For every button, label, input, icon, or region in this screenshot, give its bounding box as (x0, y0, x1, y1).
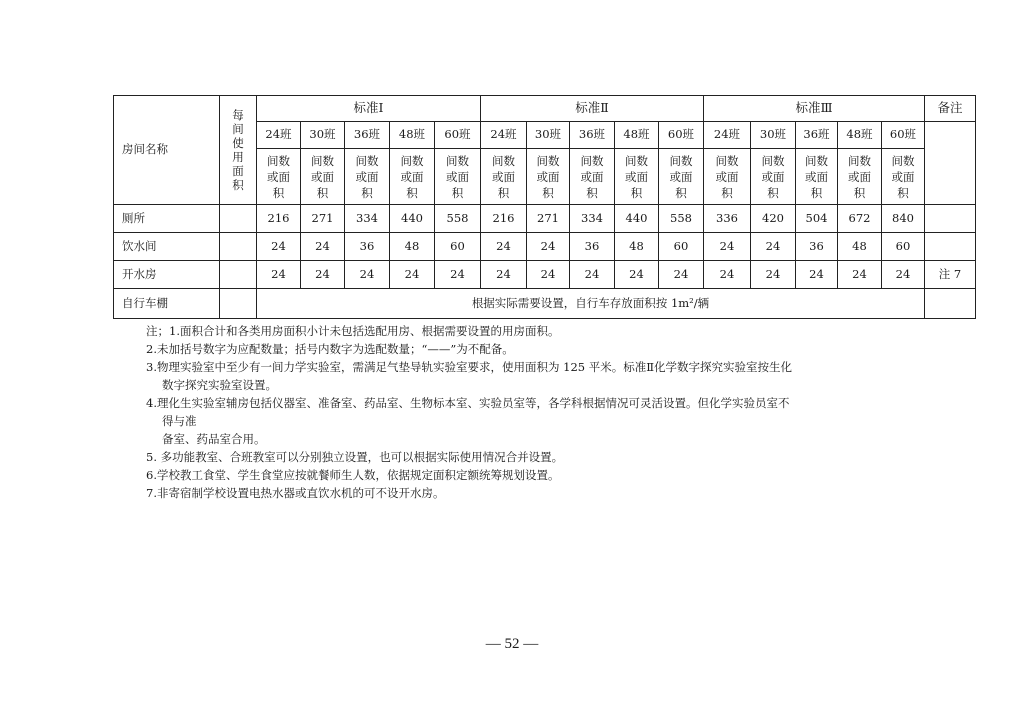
table-row (114, 205, 976, 233)
class-size-header: 60班 (882, 122, 925, 149)
note-line: 7.非寄宿制学校设置电热水器或直饮水机的可不设开水房。 (146, 486, 445, 500)
class-size-header: 30班 (751, 122, 796, 149)
value-cell: 36 (570, 233, 615, 261)
value-cell: 24 (345, 261, 390, 289)
remarks-header: 备注 (925, 96, 976, 122)
count-or-area-subheader: 间数或面积 (481, 149, 527, 205)
value-cell: 271 (527, 205, 570, 233)
value-cell: 334 (345, 205, 390, 233)
value-cell: 24 (481, 261, 527, 289)
bike-shed-merged-cell: 根据实际需要设置，自行车存放面积按 1m²/辆 (257, 289, 925, 319)
count-or-area-subheader: 间数或面积 (345, 149, 390, 205)
class-size-header: 36班 (796, 122, 838, 149)
value-cell: 216 (481, 205, 527, 233)
room-area-table (113, 95, 976, 319)
value-cell: 48 (838, 233, 882, 261)
page-number: — 52 — (485, 636, 539, 652)
per-room-area-cell (220, 233, 257, 261)
value-cell: 24 (659, 261, 704, 289)
value-cell: 48 (390, 233, 435, 261)
count-or-area-subheader: 间数或面积 (615, 149, 659, 205)
value-cell: 504 (796, 205, 838, 233)
count-or-area-subheader: 间数或面积 (435, 149, 481, 205)
table-row (114, 233, 976, 261)
value-cell: 24 (796, 261, 838, 289)
value-cell: 440 (615, 205, 659, 233)
value-cell: 24 (882, 261, 925, 289)
note-line: 3.物理实验室中至少有一间力学实验室，需满足气垫导轨实验室要求，使用面积为 125 平米。标准Ⅱ化学数字探究实验室按生化 (146, 360, 793, 374)
value-cell: 24 (301, 233, 345, 261)
value-cell: 60 (882, 233, 925, 261)
note-line: 数字探究实验室设置。 (162, 378, 277, 392)
value-cell: 840 (882, 205, 925, 233)
room-name-header: 房间名称 (114, 96, 220, 205)
standard-1-header: 标准Ⅰ (257, 96, 481, 122)
per-room-area-cell (220, 261, 257, 289)
value-cell: 271 (301, 205, 345, 233)
value-cell: 440 (390, 205, 435, 233)
remark-cell (925, 233, 976, 261)
value-cell: 24 (615, 261, 659, 289)
bike-shed-area-cell (220, 289, 257, 319)
standard-2-header: 标准Ⅱ (481, 96, 704, 122)
count-or-area-subheader: 间数或面积 (659, 149, 704, 205)
standard-3-header: 标准Ⅲ (704, 96, 925, 122)
count-or-area-subheader: 间数或面积 (882, 149, 925, 205)
value-cell: 36 (345, 233, 390, 261)
class-size-header: 24班 (481, 122, 527, 149)
row-label: 厕所 (114, 205, 220, 233)
note-line: 注；1.面积合计和各类用房面积小计未包括选配用房、根据需要设置的用房面积。 (146, 324, 560, 338)
table-row (114, 261, 976, 289)
value-cell: 24 (527, 233, 570, 261)
per-room-area-cell (220, 205, 257, 233)
class-size-header: 24班 (257, 122, 301, 149)
value-cell: 24 (301, 261, 345, 289)
class-size-header: 36班 (570, 122, 615, 149)
value-cell: 24 (704, 261, 751, 289)
class-size-header: 48班 (390, 122, 435, 149)
class-size-header: 48班 (615, 122, 659, 149)
row-label: 开水房 (114, 261, 220, 289)
note-line: 2.未加括号数字为应配数量；括号内数字为选配数量；“——”为不配备。 (146, 342, 514, 356)
count-or-area-subheader: 间数或面积 (257, 149, 301, 205)
count-or-area-subheader: 间数或面积 (390, 149, 435, 205)
class-size-header: 60班 (435, 122, 481, 149)
count-or-area-subheader: 间数或面积 (704, 149, 751, 205)
count-or-area-subheader: 间数或面积 (838, 149, 882, 205)
note-line: 5. 多功能教室、合班教室可以分别独立设置，也可以根据实际使用情况合并设置。 (146, 450, 564, 464)
value-cell: 24 (704, 233, 751, 261)
area-table-wrapper (113, 95, 976, 319)
value-cell: 24 (838, 261, 882, 289)
count-or-area-subheader: 间数或面积 (301, 149, 345, 205)
value-cell: 558 (659, 205, 704, 233)
count-or-area-subheader: 间数或面积 (527, 149, 570, 205)
class-size-header: 30班 (301, 122, 345, 149)
count-or-area-subheader: 间数或面积 (570, 149, 615, 205)
value-cell: 216 (257, 205, 301, 233)
value-cell: 334 (570, 205, 615, 233)
note-line: 6.学校教工食堂、学生食堂应按就餐师生人数，依据规定面积定额统筹规划设置。 (146, 468, 560, 482)
value-cell: 24 (257, 261, 301, 289)
bike-shed-note-cell (925, 289, 976, 319)
value-cell: 558 (435, 205, 481, 233)
bike-shed-row (114, 289, 976, 319)
value-cell: 24 (481, 233, 527, 261)
table-notes (118, 322, 918, 502)
remarks-subheader-cell (925, 122, 976, 205)
class-size-header: 30班 (527, 122, 570, 149)
note-line: 得与准 (162, 414, 197, 428)
class-size-header: 24班 (704, 122, 751, 149)
per-room-area-header: 每间使用面积 (220, 96, 257, 205)
value-cell: 36 (796, 233, 838, 261)
note-line: 4.理化生实验室辅房包括仪器室、准备室、药品室、生物标本室、实验员室等，各学科根据情况可灵活设置。但化学实验员室不 (146, 396, 790, 410)
count-or-area-subheader: 间数或面积 (796, 149, 838, 205)
value-cell: 24 (570, 261, 615, 289)
value-cell: 420 (751, 205, 796, 233)
value-cell: 24 (390, 261, 435, 289)
row-label: 饮水间 (114, 233, 220, 261)
value-cell: 24 (435, 261, 481, 289)
class-size-header: 36班 (345, 122, 390, 149)
remark-cell (925, 205, 976, 233)
class-size-header: 60班 (659, 122, 704, 149)
value-cell: 60 (659, 233, 704, 261)
value-cell: 60 (435, 233, 481, 261)
value-cell: 48 (615, 233, 659, 261)
value-cell: 24 (257, 233, 301, 261)
value-cell: 336 (704, 205, 751, 233)
count-or-area-subheader: 间数或面积 (751, 149, 796, 205)
row-label-bike-shed: 自行车棚 (114, 289, 220, 319)
note-line: 备室、药品室合用。 (162, 432, 266, 446)
value-cell: 672 (838, 205, 882, 233)
value-cell: 24 (527, 261, 570, 289)
value-cell: 24 (751, 261, 796, 289)
value-cell: 24 (751, 233, 796, 261)
class-size-header: 48班 (838, 122, 882, 149)
remark-cell: 注 7 (925, 261, 976, 289)
